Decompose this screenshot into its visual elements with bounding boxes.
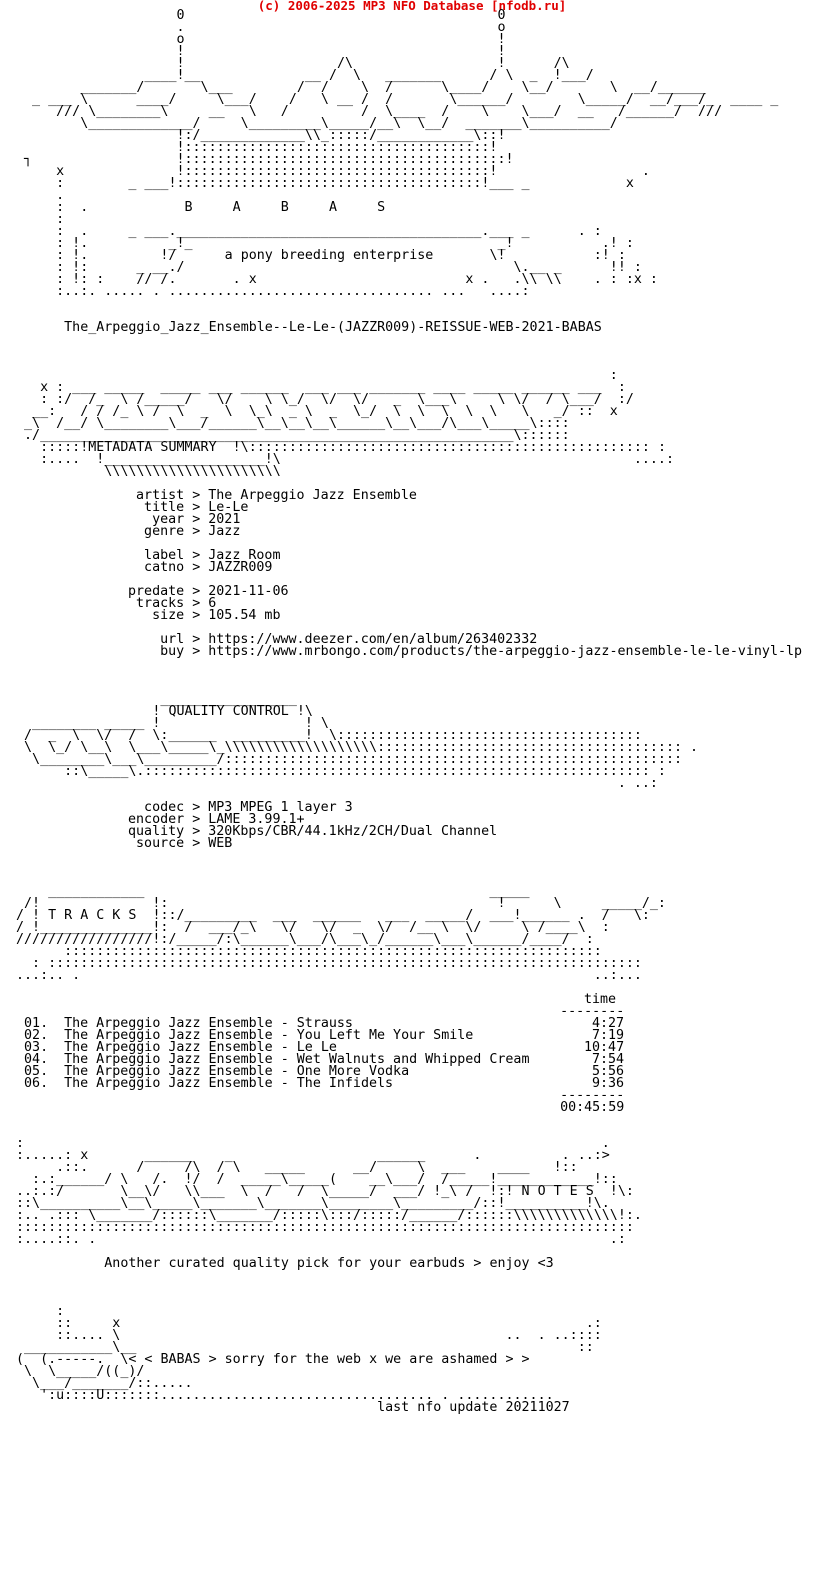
nfo-document: 0 0 . o o ! ! ! ! /\ ! /\ ____!__ __ / \ _______ / \ _ !___/ _______/ \___ / / \ / \____/ \__/ \ __/______ _ ___ \ ____/ \___/ / \ __ / / \______/ \_____/ __/___/_ ____ _ /// \________\ __ \ / / \____ / \ \___/ __ /______/ /// \_____________/ \_________\_____/__\ \__/ _______\__________/ !:/_____________\\_:::::/____________\::! !::::::::::::::::::::::::::::::::::::::! ┐ !::::::::::::::::::::::::::::::::::::::::! x !::::::::::::::::::::::::::::::::::::::! . : _ ___!::::::::::::::::::::::::::::::::::::::!___ _ x . : . B A B A S : : . _ ___.______________________________________.___ _ . : : !. _!_ _! .! : : !. !/ a pony breeding enterprise \! :! : : !: _ __./ \.__ _ !! : : !: : // /. . x x . .\\ \\ . : :x : :..:. ..... . ................................. ... ....: The_Arpeggio_Jazz_Ensemble--Le-Le-(JAZZR009)-REISSUE-WEB-2021-BABAS : x : ___ _____ _____ ___ ______ ___ ___ _______ ____ _____ ______ ___ : : :/ /_ \ /_____/ \/ \ \_/ \/ \/ _ \___\ \ \/ / \___/ :/ __: / / /_ \ / \ _ \ \_\ _ \ _ \_/ \ \ \ \ \ \ _/ :: x _\ /__/ \________\___/______\__\__\__\______\__\___/\___\_____\:::: ./___________________________________________________________\:::::: :::::!METADATA SUMMARY !\:::::::::::::::::::::::::::::::::::::::::::::::::: : :.... !____________________!\ ....: \\\\\\\\\\\\\\\\\\\\\\ artist > The Arpeggio Jazz Ensemble title > Le-Le year > 2021 genre > Jazz label > Jazz Room catno > JAZZR009 predate > 2021-11-06 tracks > 6 size > 105.54 mb url > https://www.deezer.com/en/album/263402332 buy > https://www.mrbongo.com/products/the-arpeggio-jazz-ensemble-le-le-vinyl-lp _________________ ! QUALITY CONTROL !\ ________ _____ ! ! \ / _ \ \/ / \:______ _________! \:::::::::::::::::::::::::::::::::::::: \ \_/ \__\ \___\_____\_\\\\\\\\\\\\\\\\\\\:::::::::::::::::::::::::::::::::::::: . \________\___\_________/::::::::::::::::::::::::::::::::::::::::::::::::::::::::: ::\_____\.::::::::::::::::::::::::::::::::::::::::::::::::::::::::::::::: : . ..: codec > MP3 MPEG 1 layer 3 encoder > LAME 3.99.1+ quality > 320Kbps/CBR/44.1kHz/2CH/Dual Channel source > WEB ____________ _____ /! !: ! \ _____/_: / ! T R A C K S !::/_________ ___ ______ ___ _____/ ___!______ . / \: / !______________!: / ___/_\ \/ \/ _ \/ /__ \ \/ \ /____\ : /////////////////!:/_____/:\______\___/\___\_/______\___\______/____/ : ::::::::::::::::::::::::::::::::::::::::::::::::::::::::::::::::::: : :::::::::::::::::::::::::::::::::::::::::::::::::::::::::::::::::::::::::: ...:.. . ..:... time -------- 01. The Arpeggio Jazz Ensemble - Strauss 4:27 02. The Arpeggio Jazz Ensemble - You Left Me Your Smile 7:19 03. The Arpeggio Jazz Ensemble - Le Le 10:47 04. The Arpeggio Jazz Ensemble - Wet Walnuts and Whipped Cream 7:54 05. The Arpeggio Jazz Ensemble - One More Vodka 5:56 06. The Arpeggio Jazz Ensemble - The Infidels 9:36 -------- 00:45:59 : . :.....: x ______ _ ______ . . ..:> .::. / /\ / \ _____ __/ \ ___ ____ !:: :.:______/ \ /. !/ / _____\_____( __\___/ /_____!____________!:: ..:.:/ \__\/ \\___ \ / / \_____/ ___/ !_\ / !:! N O T E S !\: ::\__________\__\_____\_______\_______\________\_________/::!__________!\. :.. .::: \_______/::::::\_______/:::::\:::/:::::/______/::::::\\\\\\\\\\\\\!:. ::::::::::::::::::::::::::::::::::::::::::::::::::::::::::::::::::::::::::::: :....::. . .: Another curated quality pick for your earbuds > enjoy <3 : :: x .: ::.... \ .. . ..:::: ___________\__ :: ( (.-----. \< < BABAS > sorry for the web x we are ashamed > > \ \_____/((_)/ \___/_______/::..... ':u::::U:::::::.................................. . ............ last nfo update 20211027 [16,8,803,1415]
tracklist-divider-bottom: -------- [560,1088,625,1103]
tracklist-divider-top: -------- [560,1004,625,1019]
meta-row-url[interactable]: url > https://www.deezer.com/en/album/263402332 [160,632,538,647]
meta-row-genre: genre > Jazz [144,524,241,539]
section-title-metadata: METADATA SUMMARY [88,440,217,455]
banner-tagline: a pony breeding enterprise [224,248,434,263]
meta-row-title: title > Le-Le [144,500,249,515]
track-row: 04. The Arpeggio Jazz Ensemble - Wet Walnuts and Whipped Cream 7:54 [24,1052,625,1067]
tracklist-total [16,1102,802,1114]
release-name: The_Arpeggio_Jazz_Ensemble--Le-Le-(JAZZR009)-REISSUE-WEB-2021-BABAS [64,320,602,335]
meta-row-label: label > Jazz Room [144,548,281,563]
meta-row-predate: predate > 2021-11-06 [128,584,289,599]
track-row: 02. The Arpeggio Jazz Ensemble - You Left Me Your Smile 7:19 [24,1028,625,1043]
ascii-section-tracks: ____________ _____ /! !: ! \ _____/_: / ! [16,884,666,923]
ascii-logo: 0 0 . o o ! ! ! ! /\ ! /\ ____!__ __ / \ _______ / \ _ !___/ _______/ \___ / / \ / \____/ \__/ \ __/______ _ ___ \ ____/ \___/ / \ __ / / \______/ \_____/ __/___/_ ____ _ /// \________\ __ \ / / \____ / \ \___/ __ /______/ /// \_____________/ \_________\_____/__\ \__/ _______\__________/ !:/_____________\\_:::::/____________\::! !::::::::::::::::::::::::::::::::::::::! ┐ !::::::::::::::::::::::::::::::::::::::::! x !::::::::::::::::::::::::::::::::::::::! . : _ ___!::::::::::::::::::::::::::::::::::::::!___ _ x . : . [24,8,779,215]
notes-text: Another curated quality pick for your earbuds > enjoy <3 [104,1256,554,1271]
track-row: 06. The Arpeggio Jazz Ensemble - The Infidels 9:36 [24,1076,625,1091]
meta-row-tracks: tracks > 6 [136,596,217,611]
meta-row-size: size > 105.54 mb [152,608,281,623]
quality-row-source: source > WEB [136,836,233,851]
track-row: 05. The Arpeggio Jazz Ensemble - One More Vodka 5:56 [24,1064,625,1079]
track-row: 01. The Arpeggio Jazz Ensemble - Strauss 4:27 [24,1016,625,1031]
meta-row-year: year > 2021 [152,512,241,527]
quality-row-encoder: encoder > LAME 3.99.1+ [128,812,305,827]
ascii-section-quality: _________________ ! [152,692,297,719]
section-title-quality: QUALITY CONTROL [168,704,289,719]
quality-row-quality: quality > 320Kbps/CBR/44.1kHz/2CH/Dual Channel [128,824,498,839]
meta-row-catno: catno > JAZZR009 [144,560,273,575]
banner-letters: B A B A S [184,200,386,215]
meta-row-buy[interactable]: buy > https://www.mrbongo.com/products/the-arpeggio-jazz-ensemble-le-le-vinyl-lp [160,644,803,659]
total-time: 00:45:59 [560,1100,625,1115]
tracklist-header [16,994,802,1006]
quality-row-codec: codec > MP3 MPEG 1 layer 3 [144,800,353,815]
section-title-notes: N O T E S [521,1184,594,1199]
buy-link[interactable]: https://www.mrbongo.com/products/the-arpeggio-jazz-ensemble-le-le-vinyl-lp [208,644,803,659]
section-title-tracks: T R A C K S [48,908,137,923]
ascii-section-notes: : . :.....: x ______ _ ______ . . ..:> .::. / /\ / \ _____ __/ \ ___ ____ !:: :.:______/ \ /. !/ / _____\_____( __\___/ /_____!____________!:: ..:.:/ \__\/ \\___ \ / / \_____/ ___/ !_\ / !:! [16,1136,618,1199]
ascii-footer-art: : :: x .: ::.... \ .. . ..:::: ___________\__ :: ( (.-----. \ [16,1304,602,1367]
meta-row-artist: artist > The Arpeggio Jazz Ensemble [136,488,417,503]
footer-message: < < BABAS > sorry for the web x we are ashamed > > [128,1352,530,1367]
nfodb-header: (c) 2006-2025 MP3 NFO Database [nfodb.ru] [257,0,567,13]
track-row: 03. The Arpeggio Jazz Ensemble - Le Le 10:47 [24,1040,625,1055]
time-column-header: time [583,992,617,1007]
last-update: last nfo update 20211027 [377,1400,570,1415]
ascii-section-metadata: : x : ___ _____ _____ ___ ______ ___ ___ _______ ____ _____ ______ ___ : : :/ /_ \ /_____/ \/ \ \_/ \/ \/ _ \___\ \ \/ / \___/ :/ __: / / /_ \ / \ _ \ \_\ _ \ _ \_/ \ \ \ \ \ \ _/ :: x _\ /__/ \________\___/______\__\__\__\______\__\___/\___\_____\:::: ./___________________________________________________________\:::::: :::::! [24,368,634,455]
deezer-link[interactable]: https://www.deezer.com/en/album/263402332 [208,632,538,647]
